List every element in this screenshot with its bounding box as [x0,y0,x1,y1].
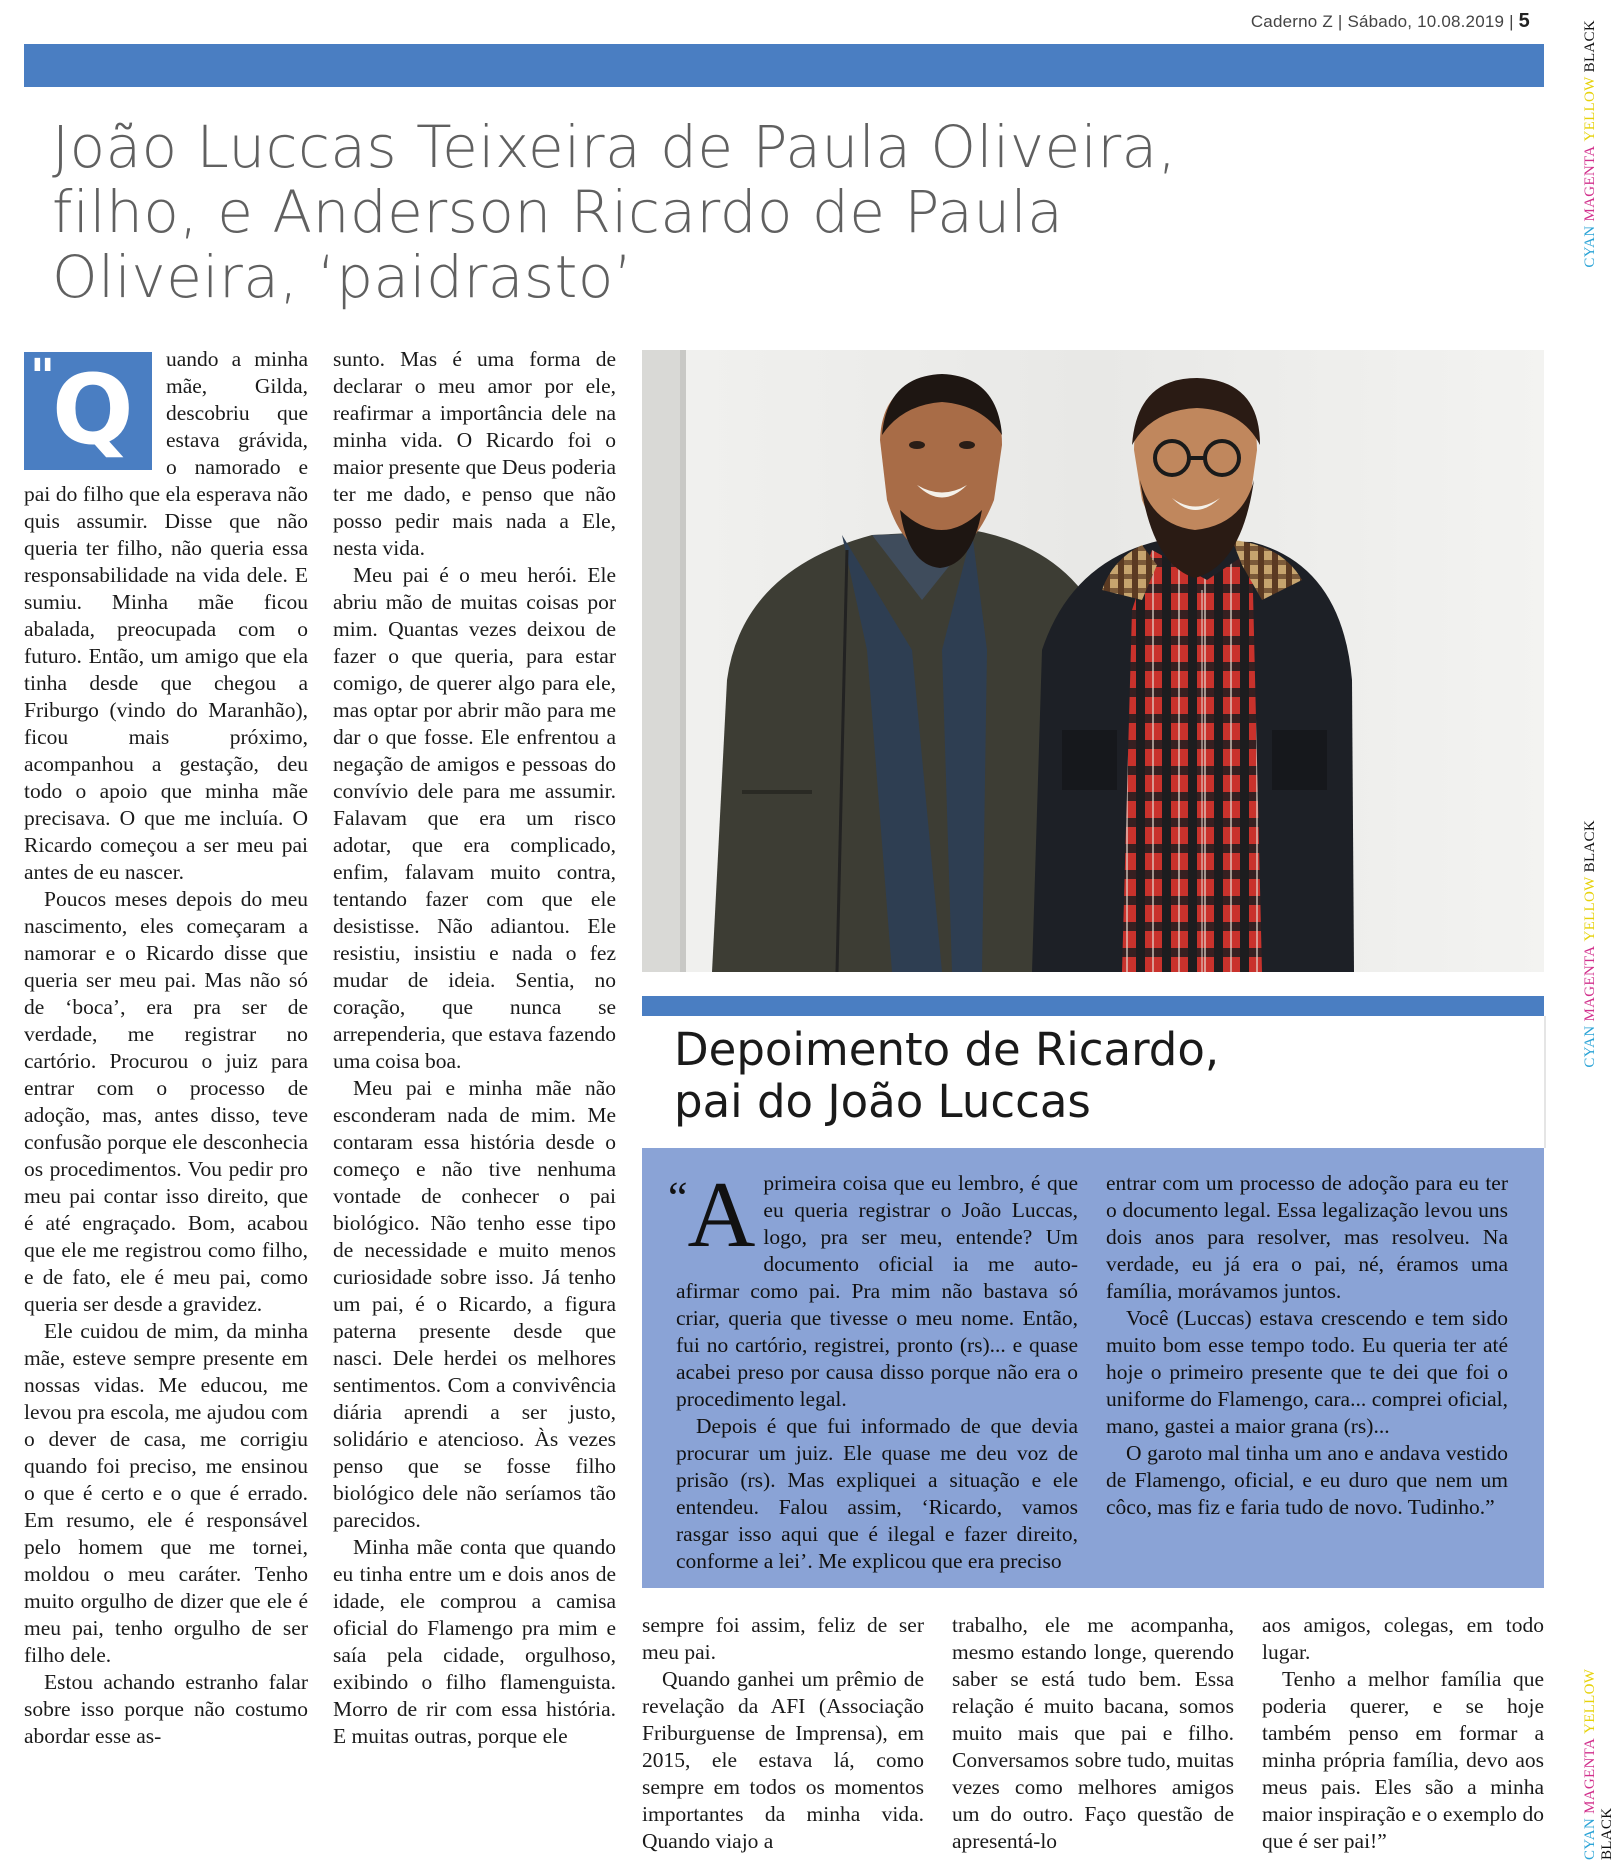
section-name: Caderno Z [1250,12,1333,31]
color-registration-mark-middle [1582,820,1599,1068]
reg-magenta: MAGENTA [1582,945,1598,1022]
reg-cyan: CYAN [1582,225,1598,268]
reg-black: BLACK [1599,1807,1615,1860]
portrait-photo [642,350,1544,972]
paragraph: Poucos meses depois do meu nascimento, eles começaram a namorar e o Ricardo disse que queria ser meu pai. Mas não só de ‘boca’, era pra ser de verdade, me registrar no cartório. Procurou o juiz para entrar com o processo de adoção, mas, antes disso, teve confusão porque ele desconhecia os procedimentos. Vou pedir pro meu pai contar isso direito, que é até engraçado. Bom, acabou que ele me registrou como filho, e de fato, ele é meu pai, como queria ser desde a gravidez. [24,887,308,1316]
paragraph: trabalho, ele me acompanha, mesmo estando longe, querendo saber se está tudo bem. Essa relação é muito bacana, somos muito mais que pai e filho. Conversamos sobre tudo, muitas vezes como melhores amigos um do outro. Faço questão de apresentá-lo [952,1613,1234,1853]
page-number: 5 [1518,10,1530,32]
reg-yellow: YELLOW [1582,1668,1598,1734]
reg-magenta: MAGENTA [1582,145,1598,222]
drop-cap-letter: Q [52,354,134,466]
reg-magenta: MAGENTA [1582,1737,1598,1814]
article-column-4 [952,1612,1234,1856]
paragraph: sunto. Mas é uma forma de declarar o meu amor por ele, reafirmar a importância dele na minha vida. O Ricardo foi o maior presente que Deus poderia ter me dado, e penso que não posso pedir mais nada a Ele, nesta vida. [333,347,616,560]
article-column-3 [642,1612,924,1856]
separator: | [1337,12,1348,31]
sidebar-column-1 [668,1163,1078,1580]
paragraph: Minha mãe conta que quando eu tinha entre um e dois anos de idade, ele comprou a camisa oficial do Flamengo pra mim e saía pela cidade, orgulhoso, exibindo o filho flamenguista. Morro de rir com essa história. E muitas outras, porque ele [333,1535,616,1748]
separator: | [1509,12,1519,31]
drop-cap-quote: " [30,349,56,405]
paragraph: Ele cuidou de mim, da minha mãe, esteve sempre presente em nossas vidas. Me educou, me levou pra escola, me ajudou com o dever de casa, me corrigiu quando foi preciso, me ensinou o que é certo e o que é errado. Em resumo, ele é responsável pelo homem que me tornei, moldou o meu caráter. Tenho muito orgulho de dizer que ele é meu pai, tenho orgulho de ser filho dele. [24,1319,308,1667]
paragraph: Estou achando estranho falar sobre isso porque não costumo abordar esse as- [24,1670,308,1748]
paragraph: Tenho a melhor família que poderia querer, e se hoje também penso em formar a minha própria família, devo aos meus pais. Eles são a minha maior inspiração e o exemplo do que é ser pai!” [1262,1667,1544,1853]
article-column-5 [1262,1612,1544,1856]
sidebar-top-bar [642,996,1544,1016]
open-quote: “ [668,1173,688,1222]
reg-yellow: YELLOW [1582,76,1598,142]
header-color-bar [24,44,1544,87]
paragraph: Quando ganhei um prêmio de revelação da AFI (Associação Friburguense de Imprensa), em 2015, ele estava lá, como sempre em todos os momentos importantes da minha vida. Quando viajo a [642,1667,924,1853]
issue-date: Sábado, 10.08.2019 [1347,12,1505,31]
page-header-meta [1251,10,1530,33]
paragraph: primeira coisa que eu lembro, é que eu queria registrar o João Luccas, logo, pra ser meu, entende? Um documento oficial ia me auto-afirmar como pai. Pra mim não bastava só criar, queria que tivesse o meu nome. Então, fui no cartório, registrei, pronto (rs)... e quase acabei preso por causa disso porque não era o procedimento legal. [676,1171,1078,1411]
article-column-2 [333,346,616,1856]
article-column-1 [24,346,308,1856]
color-registration-mark-bottom [1582,1640,1616,1860]
reg-cyan: CYAN [1582,1817,1598,1860]
sidebar-title-line-2: pai do João Luccas [674,1075,1091,1128]
reg-black: BLACK [1582,820,1598,873]
paragraph: entrar com um processo de adoção para eu ter o documento legal. Essa legalização levou uns dois anos para resolver, mas resolveu. Na verdade, eu já era o pai, né, éramos uma família, morávamos juntos. [1106,1171,1508,1303]
reg-yellow: YELLOW [1582,876,1598,942]
article-headline: João Luccas Teixeira de Paula Oliveira, filho, e Anderson Ricardo de Paula Oliveira, ‘paidrasto’ [52,113,1177,311]
sidebar-column-2 [1106,1170,1508,1580]
reg-black: BLACK [1582,20,1598,73]
sidebar-initial [668,1163,756,1267]
paragraph: O garoto mal tinha um ano e andava vestido de Flamengo, oficial, e eu duro que nem um côco, mas fiz e faria tudo de novo. Tudinho.” [1106,1441,1508,1519]
color-registration-mark-top [1582,20,1599,268]
sidebar-title-line-1: Depoimento de Ricardo, [674,1023,1220,1076]
sidebar-initial-letter: A [687,1163,756,1267]
paragraph: sempre foi assim, feliz de ser meu pai. [642,1613,924,1664]
drop-cap [24,349,152,470]
paragraph: uando a minha mãe, Gilda, descobriu que estava grávida, o namorado e pai do filho que ela esperava não quis assumir. Disse que não queria ter filho, não queria essa responsabilidade na vida dele. E sumiu. Minha mãe ficou abalada, preocupada com o futuro. Então, um amigo que ela tinha desde que chegou a Friburgo (vindo do Maranhão), ficou mais próximo, acompanhou a gestação, deu todo o apoio que minha mãe precisava. O que me incluía. O Ricardo começou a ser meu pai antes de eu nascer. [24,347,308,884]
paragraph: aos amigos, colegas, em todo lugar. [1262,1613,1544,1664]
paragraph: Meu pai é o meu herói. Ele abriu mão de muitas coisas por mim. Quantas vezes deixou de fazer o que queria, para estar comigo, de querer algo para ele, mas optar por abrir mão para me dar o que fosse. Ele enfrentou a negação de amigos e pessoas do convívio dele para me assumir. Falavam que era um risco adotar, que era complicado, enfim, falavam muito contra, tentando fazer com que ele desistisse. Não adiantou. Ele resistiu, insistiu e nada o fez mudar de ideia. Sentia, no coração, que nunca se arrependeria, que estava fazendo uma coisa boa. [333,563,616,1073]
paragraph: Depois é que fui informado de que devia procurar um juiz. Ele quase me deu voz de prisão (rs). Mas expliquei a situação e ele entendeu. Falou assim, ‘Ricardo, vamos rasgar isso aqui que é ilegal e fazer direito, conforme a lei’. Me explicou que era preciso [676,1414,1078,1573]
paragraph: Você (Luccas) estava crescendo e tem sido muito bom esse tempo todo. Eu queria ter até hoje o primeiro presente que te dei que foi o uniforme do Flamengo, cara... comprei oficial, mano, gastei a maior grana (rs)... [1106,1306,1508,1438]
reg-cyan: CYAN [1582,1025,1598,1068]
paragraph: Meu pai e minha mãe não esconderam nada de mim. Me contaram essa história desde o começo e não tive nenhuma vontade de conhecer o pai biológico. Não tenho esse tipo de necessidade e muito menos curiosidade sobre isso. Já tenho um pai, é o Ricardo, a figura paterna presente desde que nasci. Dele herdei os melhores sentimentos. Com a convivência diária aprendi a ser justo, solidário e atencioso. Às vezes penso que se fosse filho biológico dele não seríamos tão parecidos. [333,1076,616,1532]
sidebar-title [674,1024,1219,1128]
